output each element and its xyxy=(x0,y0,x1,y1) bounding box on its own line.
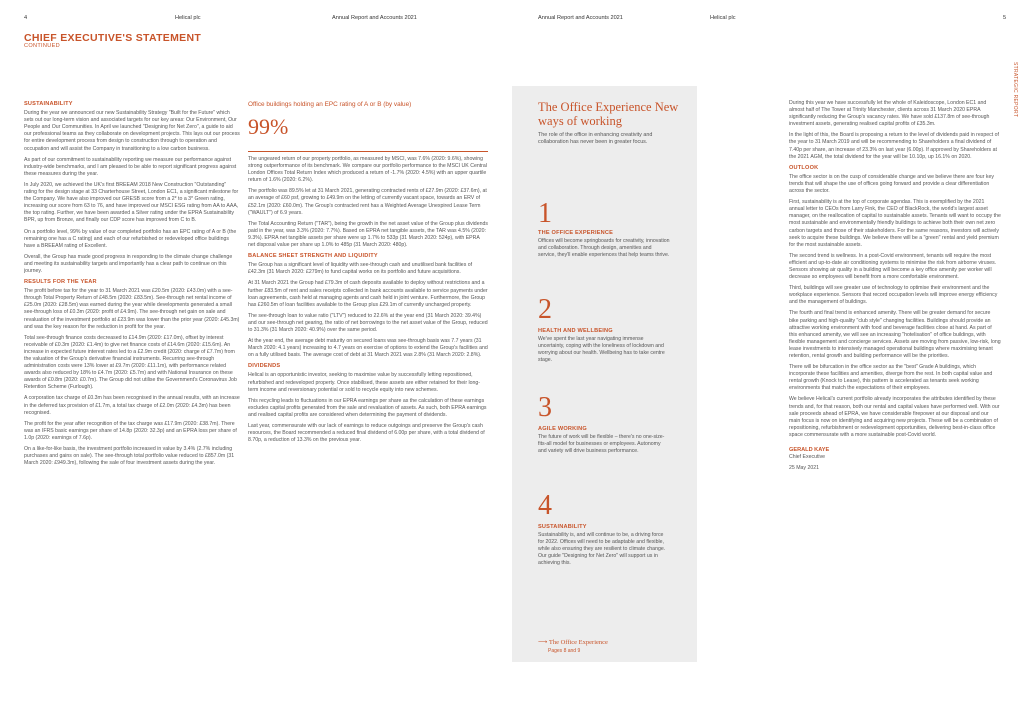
company-name: Helical plc xyxy=(710,15,736,21)
paragraph: On a like-for-like basis, the investment portfolio increased in value by 3.4% (2.7% including purchases and gains on sale). The see-through total portfolio value reduced to £857.0m (31 March 2020: £949.3m), following the sale of four investment assets during the year. xyxy=(24,446,235,467)
report-title: Annual Report and Accounts 2021 xyxy=(332,15,417,21)
paragraph: As part of our commitment to sustainability reporting we measure our performance against industry-wide benchmarks, and I am pleased to be able to report significant progress against these measures during the year. xyxy=(24,156,237,177)
paragraph: At the year end, the average debt maturity on secured loans was see-through basis was 7.7 years (31 March 2020: 4.1 years) increasing to 4.7 years on exercise of options to extend the Group's facilities and on a fully utilised basis. The average cost of debt at 31 March 2021 was 2.8% (31 March 2020: 2.8%). xyxy=(248,338,488,359)
paragraph: The see-through loan to value ratio ("LTV") reduced to 22.6% at the year end (31 March 2020: 39.4%) and our see-through net gearing, the ratio of net borrowings to the net asset value of the Group, reduced to 31.3% (31 March 2020: 40.9%) over the same period. xyxy=(248,312,488,333)
item-number: 4 xyxy=(538,490,552,521)
paragraph: During the year we announced our new Sustainability Strategy "Built for the Future" which sets out our long-term vision and associated targets for our key areas: Our Environment, Our People and Our Communities. In April we launched "Designing for Net Zero", a guide to aid our professional teams as they collaborate on development projects. This lays out our process for entire development process from design to construction through to operation and occupation and will assist the Company in transitioning to a low carbon business. xyxy=(24,110,240,152)
office-experience-link[interactable] xyxy=(538,638,608,656)
item-text: Sustainability is, and will continue to be, a driving force for 2022. Offices will need to be adaptable and flexible, while also ensuring they are resilient to climate change. Our guide "Designing for Net Zero" will support us in achieving this. xyxy=(538,532,666,567)
divider xyxy=(248,151,488,152)
item-text: The future of work will be flexible – there's no one-size-fits-all model for businesses or employees. Autonomy and variety will drive business performance. xyxy=(538,434,665,455)
epc-highlight-box xyxy=(248,101,488,152)
paragraph: Overall, the Group has made good progress in responding to the climate change challenge and meeting its sustainability targets and importantly has a clear path to continue on this journey. xyxy=(24,253,233,274)
item-heading: THE OFFICE EXPERIENCE xyxy=(538,230,614,236)
item-text: We've spent the last year navigating immense uncertainty, coping with the loneliness of lockdown and worrying about our health. Wellbeing has to take centre stage. xyxy=(538,336,665,364)
paragraph: There will be bifurcation in the office sector as the "best" Grade A buildings, which incorporate these facilities and amenities, diverge from the rest. In both capital value and rental growth (Knock to Lease), this pattern is accelerated as tenants seek working environments that match the expectations of their employees. xyxy=(789,364,993,392)
signature-block xyxy=(789,447,1001,472)
page-subtitle: CONTINUED xyxy=(24,43,60,49)
panel-item xyxy=(538,524,670,568)
page-title: CHIEF EXECUTIVE'S STATEMENT xyxy=(24,32,202,44)
paragraph: The office sector is on the cusp of considerable change and we believe there are four key trends that will shape the use of offices going forward and provide a clear differentiation across the sector. xyxy=(789,173,994,195)
paragraph: At 31 March 2021 the Group had £79.3m of cash deposits available to deploy without restrictions and a further £83.5m of rent and sales receipts collected in bank accounts available to service payments under loan agreements, cash held at managing agents and cash held in joint venture. Furthermore, the Group has £260.5m of loan facilities available to the Group plus £29.1m of currently uncharged property. xyxy=(248,280,488,308)
paragraph: In the light of this, the Board is proposing a return to the level of dividends paid in respect of the year to 31 March 2019 and will be recommending to Shareholders a final dividend of 7.40p per share, an increase of 23.3% on last year (6.00p). If approved by Shareholders at the 2021 AGM, the total dividend for the year will be 10.10p, up 16.1% on 2020. xyxy=(789,132,999,160)
link-pages: Pages 8 and 9 xyxy=(548,648,581,654)
item-number: 2 xyxy=(538,294,552,325)
paragraph: First, sustainability is at the top of corporate agendas. This is exemplified by the 2021 annual letter to CEOs from Larry Fink, the CEO of BlackRock, the world's largest asset manager, on the reallocation of capital to sustainable assets. Tenants will want to occupy the most sustainable and environmentally friendly buildings to achieve both their own net zero carbon targets and those of their stakeholders. For the same reasons, investors will actively seek to acquire these buildings. We believe there will be a "green" rental and yield premium for the most sustainable assets. xyxy=(789,199,1001,248)
right-column xyxy=(789,100,1001,720)
signatory-role: Chief Executive xyxy=(789,454,826,461)
epc-percentage: 99% xyxy=(248,114,289,139)
section-heading: RESULTS FOR THE YEAR xyxy=(24,279,97,286)
paragraph: The second trend is wellness. In a post-Covid environment, tenants will require the most efficient and up-to-date air conditioning systems to minimise the risk from airborne viruses. Sensors showing air quality in a building will become a key office amenity per worker will decrease so employees will benefit from a more comfortable environment. xyxy=(789,252,997,281)
section-heading: DIVIDENDS xyxy=(248,363,281,370)
link-title: The Office Experience xyxy=(548,639,608,646)
paragraph: A corporation tax charge of £0.3m has been recognised in the annual results, with an increase in the deferred tax provision of £1.7m, a total tax charge of £2.0m (2020: £4.3m) has been recognised. xyxy=(24,395,240,416)
panel-title: The Office Experience New ways of working xyxy=(538,100,679,128)
paragraph: On a portfolio level, 99% by value of our completed portfolio has an EPC rating of A or B (the remaining one has a C rating) and each of our refurbished or redeveloped office buildings have a BREEAM rating of Excellent. xyxy=(24,228,237,249)
left-column-2-text xyxy=(248,156,488,444)
paragraph: This recycling leads to fluctuations in our EPRA earnings per share as the calculation of these earnings excludes capital profits generated from the sale and revaluation of assets. As such, both EPRA earnings and realised capital profits are considered when determining the payment of dividends. xyxy=(248,397,487,418)
panel-item xyxy=(538,230,670,259)
left-column-2 xyxy=(248,101,488,721)
item-heading: AGILE WORKING xyxy=(538,426,587,432)
paragraph: We believe Helical's current portfolio already incorporates the attributes identified by these trends and, for that reason, both our rental and capital values have performed well. With our sale proceeds ahead of EPRA, we have considerable firepower at our disposal and our main focus is now on identifying and acquiring new projects. These will be a combination of repositioning, refurbishment or redevelopment opportunities, delivering best-in-class office space commensurate with a more sustainable post-Covid world. xyxy=(789,396,1000,438)
section-heading: SUSTAINABILITY xyxy=(24,101,73,107)
panel-intro: The role of the office in enhancing creativity and collaboration has never been in greater focus. xyxy=(538,132,653,146)
paragraph: Last year, commensurate with our lack of earnings to reduce outgoings and preserve the Group's cash resources, the Board recommended a reduced final dividend of 6.00p per share, with a total dividend of 8.70p, a reduction of 13.3% on the previous year. xyxy=(248,423,485,444)
section-heading: OUTLOOK xyxy=(789,164,819,171)
item-heading: SUSTAINABILITY xyxy=(538,524,587,530)
item-number: 3 xyxy=(538,392,552,423)
left-column-1 xyxy=(24,101,240,721)
paragraph: The profit before tax for the year to 31 March 2021 was £20.5m (2020: £43.0m) with a see-through Total Property Return of £48.5m (2020: £83.5m). See-through net rental income of £25.0m (2020: £28.5m) was earned during the year while developments generated a small see-through loss of £0.3m (2020: profit of £4.9m). The see-through net gain on sale and revaluation of the investment portfolio at £23.9m was lower than the prior year (2020: £45.3m) and was the key reason for the reduction in profit for the year. xyxy=(24,288,240,330)
paragraph: The ungeared return of our property portfolio, as measured by MSCI, was 7.6% (2020: 9.6%), showing strong outperformance of its benchmark. We compare our portfolio performance to the MSCI UK Central London Offices Total Return Index which produced a return of -1.7% (2020: 4.5%) with an upper quartile return of 1.6% (2020: 6.2%). xyxy=(248,156,487,184)
page-number: 4 xyxy=(24,15,28,21)
epc-box-label: Office buildings holding an EPC rating of A or B (by value) xyxy=(248,101,412,108)
page-number: 5 xyxy=(1003,15,1007,21)
paragraph: Total see-through finance costs decreased to £14.9m (2020: £17.0m), offset by interest receivable of £0.3m (2020: £1.4m) to give net finance costs of £14.6m (2020: £15.6m). An increase in expected future interest rates led to a £2.9m credit (2020: charge of £7.7m) from the valuation of the Group's derivative financial instruments. Recurring see-through administration costs were 13% lower at £9.7m (2020: £11.1m), with performance related awards also reduced by 18% to £4.7m (2020: £5.7m) and with National Insurance on these awards of £0.8m (2020: £0.7m). The Group did not utilise the Government's Coronavirus Job Retention Scheme (Furlough). xyxy=(24,334,237,391)
section-side-label: STRATEGIC REPORT xyxy=(1012,62,1018,118)
paragraph: During this year we have successfully let the whole of Kaleidoscope, London EC1 and almost half of The Tower at Trinity Manchester, clients across 31 March 2020 EPRA significantly reducing the Group's vacancy rates. We have sold £137.8m of see-through investment assets, generating realised capital profits of £35.3m. xyxy=(789,100,990,128)
item-heading: HEALTH AND WELLBEING xyxy=(538,328,613,334)
paragraph: The Group has a significant level of liquidity with see-through cash and unutilised bank facilities of £42.3m (31 March 2020: £279m) to fund capital works on its portfolio and future acquisitions. xyxy=(248,262,473,276)
signature-date: 25 May 2021 xyxy=(789,465,819,472)
report-title: Annual Report and Accounts 2021 xyxy=(538,15,623,21)
paragraph: In July 2020, we achieved the UK's first BREEAM 2018 New Construction "Outstanding" rating for the design stage at 33 Charterhouse Street, London EC1, a significant milestone for the Company. We have also improved our GRESB score from a 2* to a 3* Green rating, increasing our score from 63 to 76, and have improved our MSCI ESG rating from AA to AAA, the top rating. Further, we have been awarded a Silver rating under the EPRA Sustainability BPR, up from Bronze, and finally our CDP score has improved from C to B. xyxy=(24,181,239,224)
paragraph: The portfolio was 89.5% let at 31 March 2021, generating contracted rents of £27.9m (2020: £37.6m), at an average of £60 psf, growing to £49.9m on the letting of currently vacant space, towards an ERV of £52.1m (2020: £60.0m). The Group's contracted rent has a Weighted Average Unexpired Lease Term ("WAULT") of 6.9 years. xyxy=(248,188,487,216)
item-text: Offices will become springboards for creativity, innovation and collaboration. Through design, amenities and service, they'll enable experiences that help teams thrive. xyxy=(538,238,670,259)
paragraph: Third, buildings will see greater use of technology to optimise their environment and the workplace experience. Sensors that record occupation levels will improve energy efficiency and the management of buildings. xyxy=(789,285,998,306)
right-page xyxy=(512,0,1024,724)
signatory-name: GERALD KAYE xyxy=(789,447,830,454)
paragraph: Helical is an opportunistic investor, seeking to maximise value by successfully letting repositioned, refurbished and redeveloped property. Once stabilised, these assets are either retained for their long-term income and reversionary potential or sold to recycle equity into new schemes. xyxy=(248,372,481,393)
paragraph: The fourth and final trend is enhanced amenity. There will be greater demand for secure bike parking and high-quality "club style" changing facilities. Buildings should provide an attractive working environment with food and beverage facilities close at hand. As part of this enhanced amenity, we will see an increasing "hotelisation" of office buildings, with flexible management and concierge services. Assets are moving from passive, low-risk, long lease investments to intensively managed operational buildings where maximising tenant retention, rental growth and building performance will be the priorities. xyxy=(789,310,1001,359)
section-heading: BALANCE SHEET STRENGTH AND LIQUIDITY xyxy=(248,253,378,260)
panel-item xyxy=(538,328,670,364)
arrow-right-icon: ⟶ xyxy=(538,639,548,646)
panel-item xyxy=(538,426,670,455)
office-experience-panel xyxy=(512,86,697,662)
company-name: Helical plc xyxy=(175,15,201,21)
right-column-text xyxy=(789,100,1001,439)
paragraph: The Total Accounting Return ("TAR"), being the growth in the net asset value of the Group plus dividends paid in the year, was 3.3% (2020: 7.7%). Based on EPRA net tangible assets, the TAR was 4.5% (2020: 9.3%). EPRA net tangible assets per share were up 1.7% to 533p (31 March 2020: 524p), with EPRA net disposal value per share up 1.0% to 485p (31 March 2020: 480p). xyxy=(248,220,488,249)
paragraph: The profit for the year after recognition of the tax charge was £17.9m (2020: £38.7m). There was an IFRS basic earnings per share of 14.8p (2020: 32.3p) and an EPRA loss per share of 1.0p (2020: earnings of 7.6p). xyxy=(24,420,237,441)
item-number: 1 xyxy=(538,198,552,229)
